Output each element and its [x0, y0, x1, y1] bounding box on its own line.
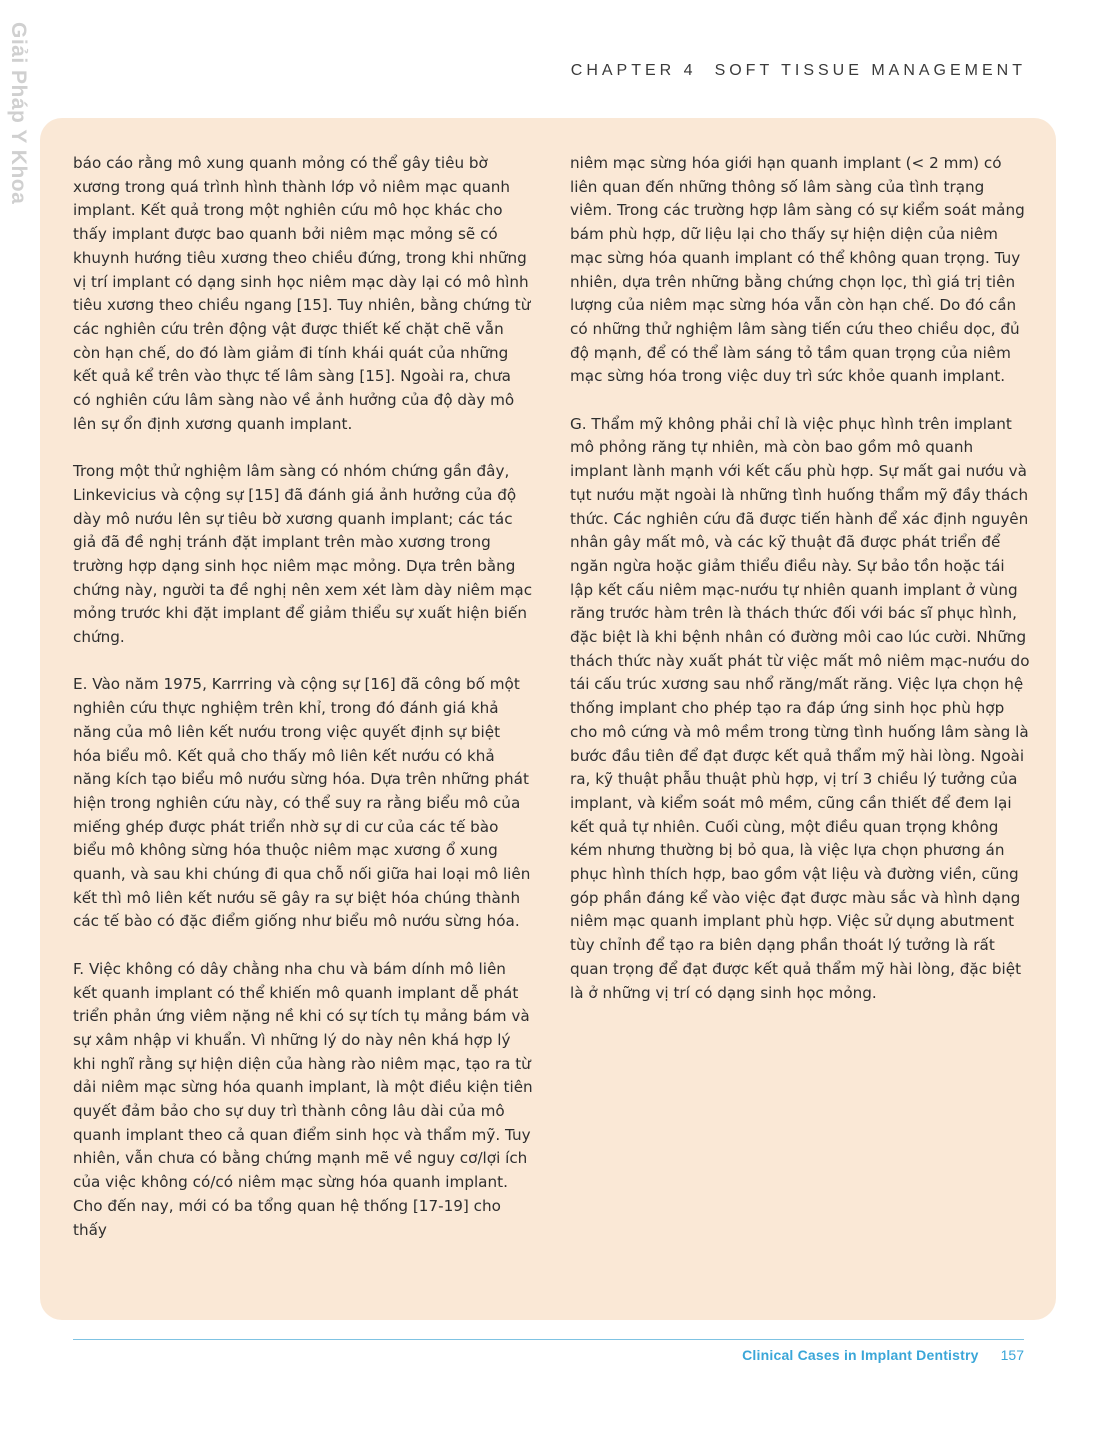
footer-divider [73, 1339, 1024, 1340]
paragraph-section-e: E. Vào năm 1975, Karrring và cộng sự [16] đã công bố một nghiên cứu thực nghiệm trên khỉ, trong đó đánh giá khả năng của mô liên kết nướu trong việc quyết định sự biệt hóa biểu mô. Kết quả cho thấy mô liên kết nướu có khả năng kích tạo biểu mô nướu sừng hóa. Dựa trên những phát hiện trong nghiên cứu này, có thể suy ra rằng biểu mô của miếng ghép được phát triển nhờ sự di cư của các tế bào biểu mô không sừng hóa thuộc niêm mạc xương ổ xung quanh, và sau khi chúng đi qua chỗ nối giữa hai loại mô liên kết thì mô liên kết nướu sẽ gây ra sự biệt hóa chúng thành các tế bào có đặc điểm giống như biểu mô nướu sừng hóa. [73, 675, 531, 931]
running-header [571, 62, 1026, 80]
paragraph-section-f: F. Việc không có dây chằng nha chu và bám dính mô liên kết quanh implant có thể khiến mô quanh implant dễ phát triển phản ứng viêm nặng nề khi có sự tích tụ mảng bám và sự xâm nhập vi khuẩn. Vì những lý do này nên khá hợp lý khi nghĩ rằng sự hiện diện của hàng rào niêm mạc, tạo ra từ dải niêm mạc sừng hóa quanh implant, là một điều kiện tiên quyết đảm bảo cho sự duy trì thành công lâu dài của mô quanh implant theo cả quan điểm sinh học và thẩm mỹ. Tuy nhiên, vẫn chưa có bằng chứng mạnh mẽ về nguy cơ/lợi ích của việc không có/có niêm mạc sừng hóa quanh implant. Cho đến nay, mới có ba tổng quan hệ thống [17-19] cho thấy [73, 959, 533, 1239]
watermark-text: Giải Pháp Y Khoa [7, 22, 30, 205]
text-column-right [570, 152, 1030, 1029]
page-footer [742, 1347, 1024, 1363]
paragraph: báo cáo rằng mô xung quanh mỏng có thể gây tiêu bờ xương trong quá trình hình thành lớp vỏ niêm mạc quanh implant. Kết quả trong một nghiên cứu mô học khác cho thấy implant được bao quanh bởi niêm mạc mỏng sẽ có khuynh hướng tiêu xương theo chiều đứng, trong khi những vị trí implant có dạng sinh học niêm mạc dày lại có mô hình tiêu xương theo chiều ngang [15]. Tuy nhiên, bằng chứng từ các nghiên cứu trên động vật được thiết kế chặt chẽ vẫn còn hạn chế, do đó làm giảm đi tính khái quát của những kết quả kể trên vào thực tế lâm sàng [15]. Ngoài ra, chưa có nghiên cứu lâm sàng nào về ảnh hưởng của độ dày mô lên sự ổn định xương quanh implant. [73, 154, 531, 433]
chapter-title: SOFT TISSUE MANAGEMENT [714, 62, 1026, 79]
paragraph: Trong một thử nghiệm lâm sàng có nhóm chứng gần đây, Linkevicius và cộng sự [15] đã đánh giá ảnh hưởng của độ dày mô nướu lên sự tiêu bờ xương quanh implant; các tác giả đã đề nghị tránh đặt implant trên mào xương trong trường hợp dạng sinh học niêm mạc mỏng. Dựa trên bằng chứng này, người ta đề nghị nên xem xét làm dày niêm mạc mỏng trước khi đặt implant để giảm thiểu sự xuất hiện biến chứng. [73, 462, 533, 647]
paragraph: niêm mạc sừng hóa giới hạn quanh implant (< 2 mm) có liên quan đến những thông số lâm sàng của tình trạng viêm. Trong các trường hợp lâm sàng có sự kiểm soát mảng bám phù hợp, dữ liệu lại cho thấy sự hiện diện của niêm mạc sừng hóa quanh implant có thể không quan trọng. Tuy nhiên, dựa trên những bằng chứng chọn lọc, thì giá trị tiên lượng của niêm mạc sừng hóa vẫn còn hạn chế. Do đó cần có những thử nghiệm lâm sàng tiến cứu theo chiều dọc, đủ độ mạnh, để có thể làm sáng tỏ tầm quan trọng của niêm mạc sừng hóa trong việc duy trì sức khỏe quanh implant. [570, 154, 1025, 386]
page-number: 157 [1000, 1347, 1024, 1363]
book-title: Clinical Cases in Implant Dentistry [742, 1347, 979, 1363]
chapter-number: CHAPTER 4 [570, 62, 697, 79]
text-column-left [73, 152, 533, 1266]
paragraph-section-g: G. Thẩm mỹ không phải chỉ là việc phục hình trên implant mô phỏng răng tự nhiên, mà còn bao gồm mô quanh implant lành mạnh với kết cấu phù hợp. Sự mất gai nướu và tụt nướu mặt ngoài là những tình huống thẩm mỹ đầy thách thức. Các nghiên cứu đã được tiến hành để xác định nguyên nhân gây mất mô, và các kỹ thuật đã được phát triển để ngăn ngừa hoặc giảm thiểu điều này. Sự bảo tồn hoặc tái lập kết cấu niêm mạc-nướu tự nhiên quanh implant ở vùng răng trước hàm trên là thách thức đối với bác sĩ phục hình, đặc biệt là khi bệnh nhân có đường môi cao lúc cười. Những thách thức này xuất phát từ việc mất mô niêm mạc-nướu do tái cấu trúc xương sau nhổ răng/mất răng. Việc lựa chọn hệ thống implant cho phép tạo ra đáp ứng sinh học phù hợp cho mô cứng và mô mềm trong từng tình huống lâm sàng là bước đầu tiên để đạt được kết quả thẩm mỹ hài lòng. Ngoài ra, kỹ thuật phẫu thuật phù hợp, vị trí 3 chiều lý tưởng của implant, và kiểm soát mô mềm, cũng cần thiết để đem lại kết quả tự nhiên. Cuối cùng, một điều quan trọng không kém nhưng thường bị bỏ qua, là việc lựa chọn phương án phục hình thích hợp, bao gồm vật liệu và đường viền, cũng góp phần đáng kể vào việc đạt được màu sắc và hình dạng niêm mạc quanh implant phù hợp. Việc sử dụng abutment tùy chỉnh để tạo ra biên dạng phần thoát lý tưởng là rất quan trọng để đạt được kết quả thẩm mỹ hài lòng, đặc biệt là ở những vị trí có dạng sinh học mỏng. [570, 414, 1030, 1002]
